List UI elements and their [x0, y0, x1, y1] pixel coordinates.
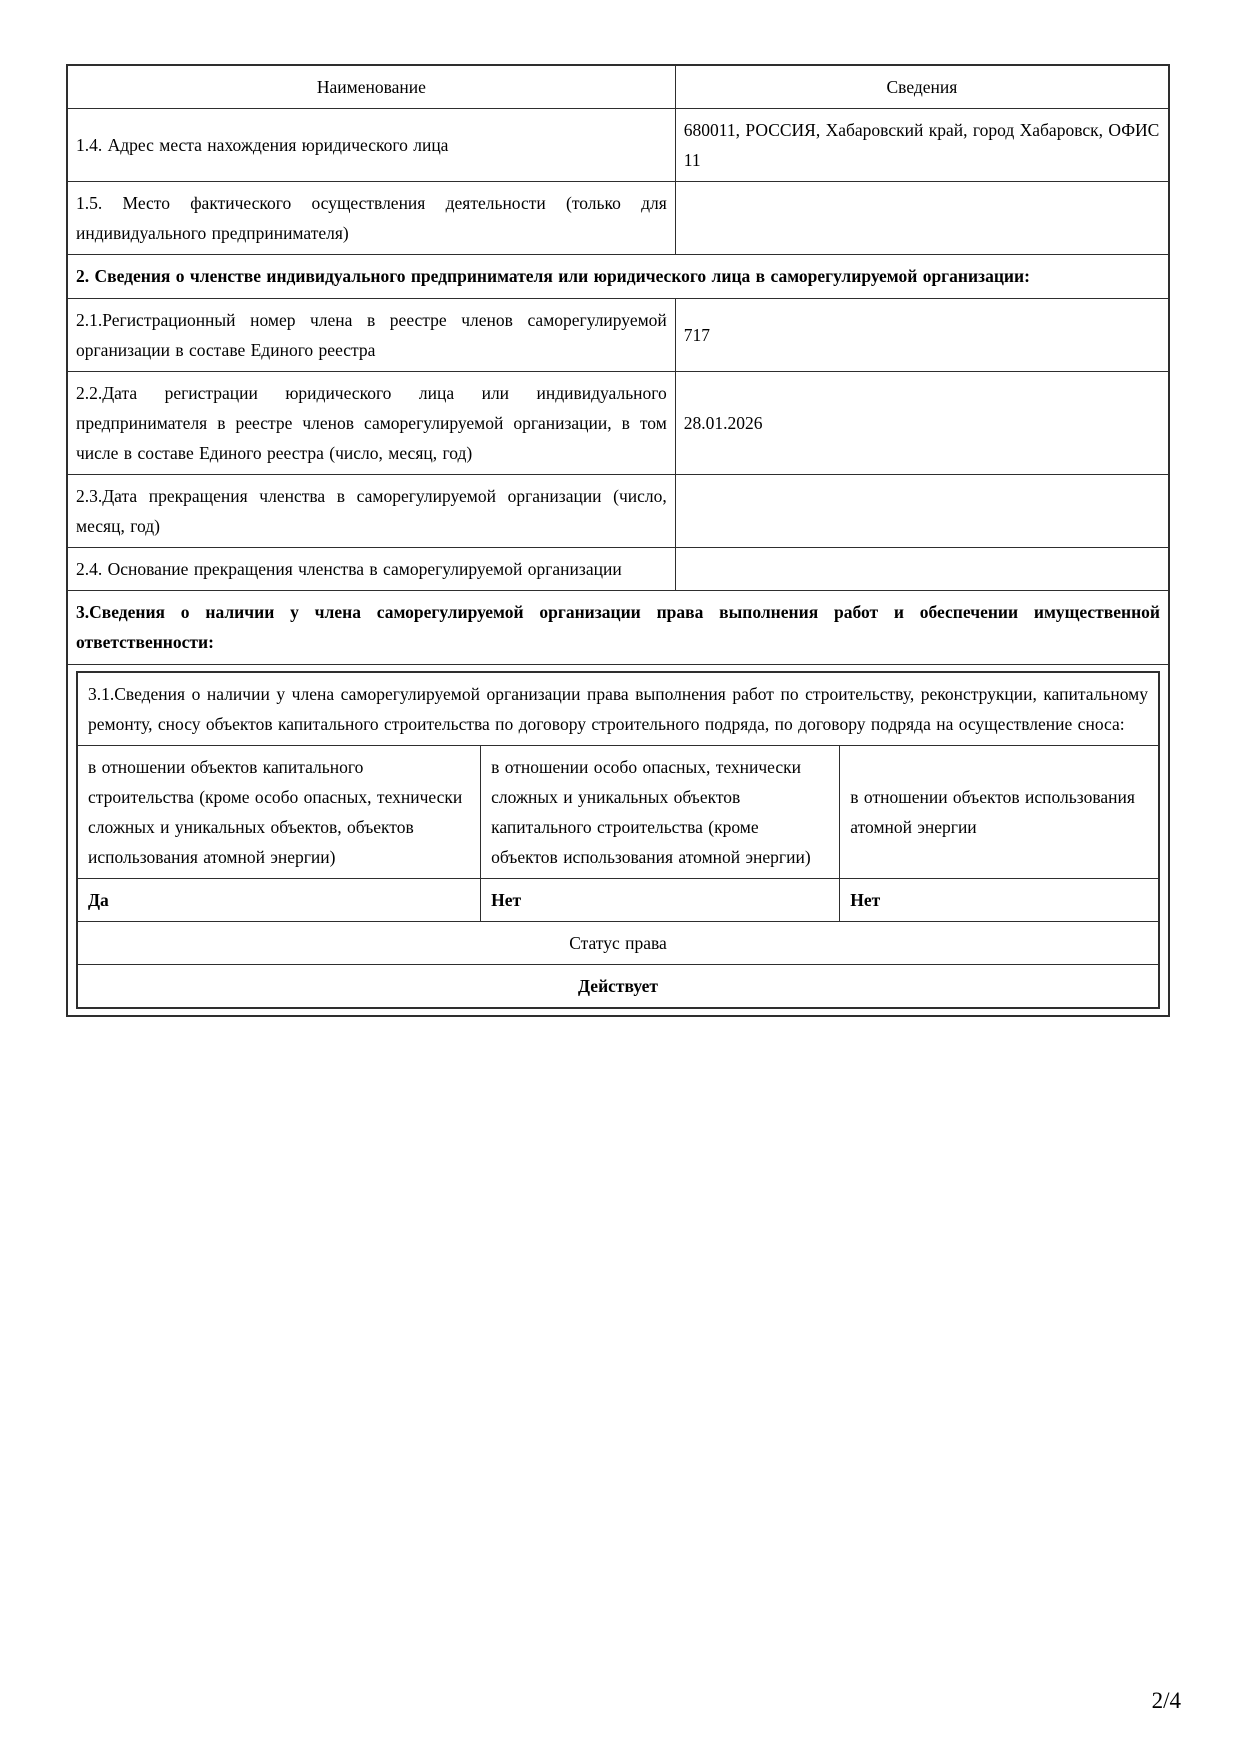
rights-col-header-general: в отношении объектов капитального строительства (кроме особо опасных, технически сложных и уникальных объектов, объектов использования атомной энергии): [77, 745, 481, 878]
row-2-2-value: 28.01.2026: [675, 371, 1169, 474]
document-sheet: [66, 64, 1170, 1017]
rights-status-value-row: [77, 965, 1159, 1009]
row-1-4-label: 1.4. Адрес места нахождения юридического лица: [67, 109, 675, 182]
table-row: [67, 548, 1169, 591]
row-1-5-value: [675, 182, 1169, 255]
rights-value-hazardous: Нет: [481, 879, 840, 922]
row-2-3-label: 2.3.Дата прекращения членства в саморегулируемой организации (число, месяц, год): [67, 475, 675, 548]
row-1-4-value: 680011, РОССИЯ, Хабаровский край, город Хабаровск, ОФИС 11: [675, 109, 1169, 182]
row-2-1-label: 2.1.Регистрационный номер члена в реестре членов саморегулируемой организации в составе Единого реестра: [67, 298, 675, 371]
rights-status-label-row: [77, 922, 1159, 965]
row-2-2-label: 2.2.Дата регистрации юридического лица или индивидуального предпринимателя в реестре членов саморегулируемой организации, в том числе в составе Единого реестра (число, месяц, год): [67, 371, 675, 474]
section-3-body-row: [67, 664, 1169, 1016]
section-3-header-row: [67, 591, 1169, 664]
table-header-row: [67, 65, 1169, 109]
table-row: [67, 182, 1169, 255]
table-row: [67, 475, 1169, 548]
rights-table: [76, 671, 1160, 1010]
section-2-header-row: [67, 255, 1169, 298]
row-2-3-value: [675, 475, 1169, 548]
table-row: [67, 298, 1169, 371]
row-2-4-value: [675, 548, 1169, 591]
rights-title-row: [77, 672, 1159, 746]
rights-status-value: Действует: [77, 965, 1159, 1009]
column-header-details: Сведения: [675, 65, 1169, 109]
row-3-1-title: 3.1.Сведения о наличии у члена саморегулируемой организации права выполнения работ по строительству, реконструкции, капитальному ремонту, сносу объектов капитального строительства по договору строительного подряда, по договору подряда на осуществление сноса:: [77, 672, 1159, 746]
page-number: 2/4: [1151, 1688, 1181, 1713]
table-row: [67, 371, 1169, 474]
row-2-1-value: 717: [675, 298, 1169, 371]
rights-value-general: Да: [77, 879, 481, 922]
rights-col-header-hazardous: в отношении особо опасных, технически сложных и уникальных объектов капитального строительства (кроме объектов использования атомной энергии): [481, 745, 840, 878]
section-3-container: [67, 664, 1169, 1016]
table-row: [67, 109, 1169, 182]
row-1-5-label: 1.5. Место фактического осуществления деятельности (только для индивидуального предпринимателя): [67, 182, 675, 255]
column-header-name: Наименование: [67, 65, 675, 109]
rights-value-nuclear: Нет: [840, 879, 1159, 922]
rights-values-row: [77, 879, 1159, 922]
registry-table: [66, 64, 1170, 1017]
rights-col-header-nuclear: в отношении объектов использования атомной энергии: [840, 745, 1159, 878]
rights-status-label: Статус права: [77, 922, 1159, 965]
section-2-title: 2. Сведения о членстве индивидуального предпринимателя или юридического лица в саморегулируемой организации:: [67, 255, 1169, 298]
section-3-title: 3.Сведения о наличии у члена саморегулируемой организации права выполнения работ и обеспечении имущественной ответственности:: [67, 591, 1169, 664]
rights-header-row: [77, 745, 1159, 878]
row-2-4-label: 2.4. Основание прекращения членства в саморегулируемой организации: [67, 548, 675, 591]
